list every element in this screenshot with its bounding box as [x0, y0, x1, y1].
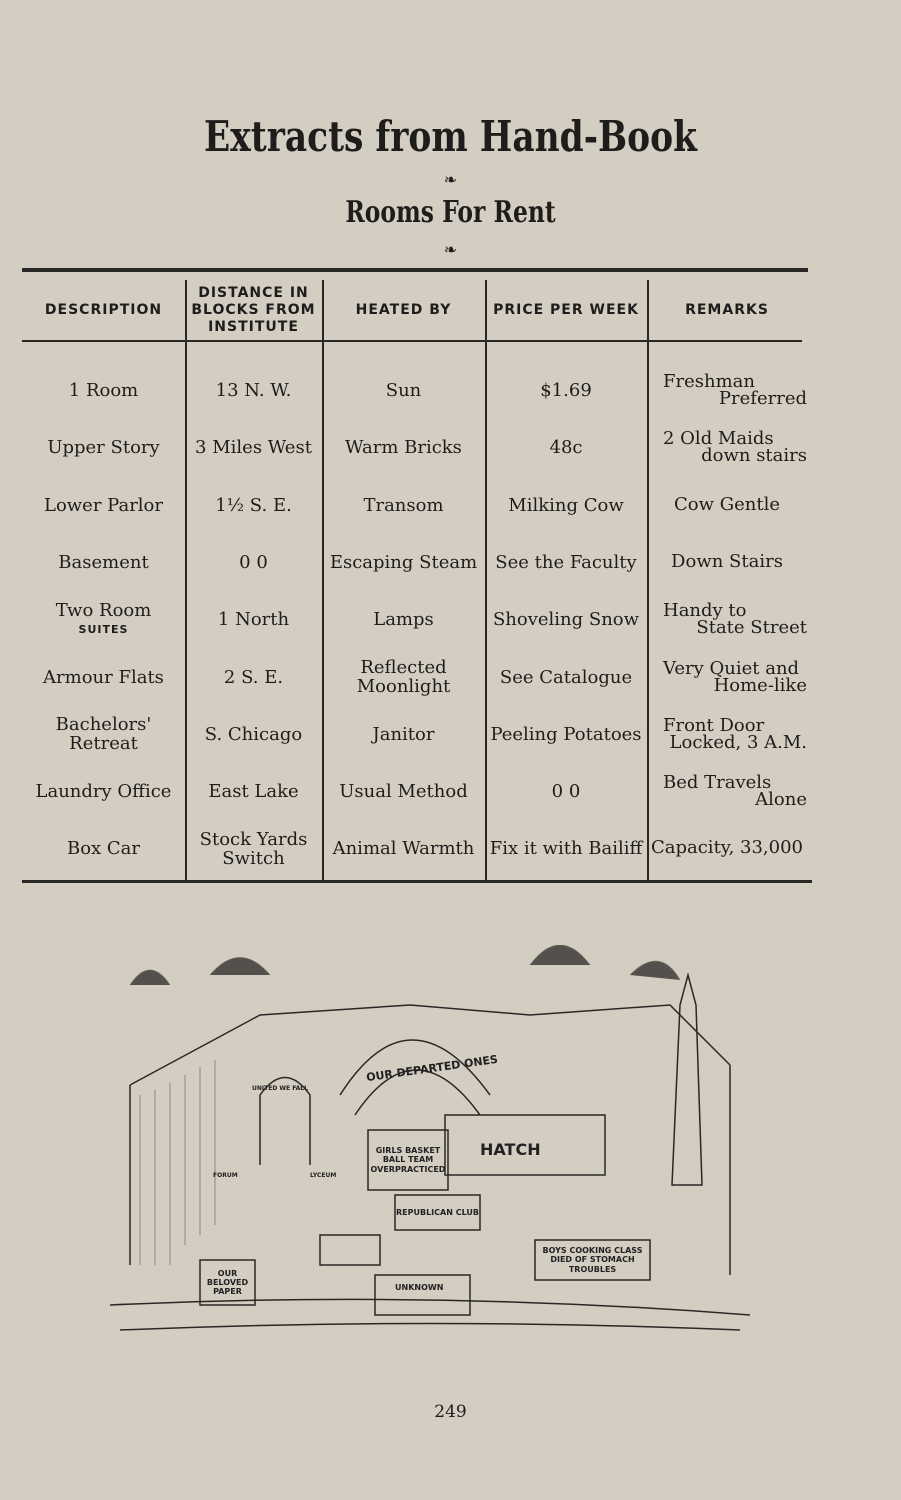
distance-text: 1 North — [217, 609, 290, 631]
description-text: Box Car — [66, 838, 141, 860]
illustration-label: REPUBLICAN CLUB — [396, 1207, 479, 1217]
cell-heated — [322, 591, 485, 648]
cell-heated — [322, 763, 485, 820]
cell-remarks — [647, 428, 807, 467]
distance-text: 1½ S. E. — [215, 494, 292, 516]
illustration-label: OUR DEPARTED ONES — [365, 1052, 499, 1085]
distance-text: 13 N. W. — [215, 380, 292, 401]
remarks-line: Capacity, 33,000 — [650, 837, 804, 859]
remarks-line: Bed Travels — [663, 772, 772, 794]
price-text: Fix it with Bailiff — [489, 838, 643, 860]
cell-description — [22, 763, 185, 820]
price-text: $1.69 — [540, 380, 592, 401]
cell-remarks — [647, 714, 807, 753]
cell-remarks — [647, 837, 807, 859]
heated-text: Transom — [363, 494, 444, 516]
description-text: Basement — [58, 551, 149, 573]
distance-text: 2 S. E. — [223, 666, 284, 688]
cell-heated — [322, 362, 485, 419]
cell-heated — [322, 477, 485, 534]
heated-text: Animal Warmth — [332, 838, 475, 860]
remarks-line: Home-like — [713, 674, 807, 696]
heated-text: Usual Method — [339, 781, 468, 803]
illustration-label: LYCEUM — [310, 1172, 337, 1179]
cell-description — [22, 649, 185, 706]
distance-text: East Lake — [208, 781, 299, 803]
remarks-line: 2 Old Maids — [663, 428, 774, 450]
cell-price — [485, 419, 647, 476]
cell-price — [485, 591, 647, 648]
cell-distance — [185, 763, 322, 820]
page-number: 249 — [434, 1402, 467, 1422]
cell-remarks — [647, 600, 807, 639]
cell-price — [485, 763, 647, 820]
remarks-line: Down Stairs — [671, 550, 783, 572]
page-subtitle: Rooms For Rent — [345, 195, 556, 230]
distance-text: 3 Miles West — [195, 437, 312, 459]
price-text: See the Faculty — [495, 551, 637, 573]
price-text: 0 0 — [551, 781, 581, 803]
description-text: Laundry Office — [35, 781, 172, 803]
heated-text: Reflected Moonlight — [356, 657, 451, 697]
illustration-label: GIRLS BASKET BALL TEAM OVERPRACTICED — [370, 1146, 446, 1174]
heated-text: Warm Bricks — [345, 437, 462, 459]
cell-heated — [322, 706, 485, 763]
distance-text: 0 0 — [239, 551, 268, 573]
description-sub: SUITES — [78, 622, 129, 636]
column-header: DESCRIPTION — [44, 301, 163, 318]
cell-remarks — [647, 657, 807, 696]
heated-text: Sun — [385, 380, 422, 401]
illustration-label: BOYS COOKING CLASS DIED OF STOMACH TROUBLES — [542, 1246, 643, 1274]
price-text: 48c — [549, 437, 583, 459]
remarks-line: State Street — [696, 617, 807, 639]
remarks-line: Front Door — [663, 714, 765, 736]
remarks-line: Locked, 3 A.M. — [669, 731, 807, 753]
description-text: Bachelors' Retreat — [55, 714, 152, 755]
description-text: Upper Story — [47, 437, 160, 459]
cell-description — [22, 534, 185, 591]
cell-description — [22, 419, 185, 476]
cell-distance — [185, 706, 322, 763]
cell-remarks — [647, 373, 807, 407]
illustration-label: UNKNOWN — [395, 1283, 444, 1292]
cell-price — [485, 820, 647, 877]
cell-remarks — [647, 493, 807, 515]
cell-distance — [185, 591, 322, 648]
price-text: Peeling Potatoes — [490, 723, 642, 745]
cell-heated — [322, 820, 485, 877]
page-title: Extracts from Hand-Book — [204, 112, 697, 161]
cell-distance — [185, 649, 322, 706]
description-text: Two Room — [55, 599, 152, 621]
cell-price — [485, 706, 647, 763]
cell-price — [485, 362, 647, 419]
cell-heated — [322, 419, 485, 476]
ornament-icon: ❧ — [443, 240, 458, 259]
remarks-line: Cow Gentle — [673, 493, 780, 515]
cell-price — [485, 534, 647, 591]
remarks-line: down stairs — [701, 445, 807, 467]
cell-description — [22, 706, 185, 763]
cell-distance — [185, 419, 322, 476]
cell-heated — [322, 649, 485, 706]
column-header: REMARKS — [685, 301, 769, 318]
cell-description — [22, 477, 185, 534]
illustration-label: FORUM — [213, 1172, 238, 1179]
price-text: Milking Cow — [508, 494, 624, 516]
cell-description — [22, 820, 185, 877]
heated-text: Janitor — [372, 723, 435, 745]
price-text: Shoveling Snow — [492, 609, 640, 631]
heated-text: Escaping Steam — [329, 551, 478, 573]
cemetery-illustration — [110, 945, 750, 1335]
cell-distance — [185, 820, 322, 877]
column-header: PRICE PER WEEK — [493, 301, 639, 318]
remarks-line: Preferred — [718, 388, 807, 409]
cell-description — [22, 591, 185, 648]
cell-price — [485, 649, 647, 706]
illustration-label: HATCH — [480, 1140, 541, 1159]
cell-price — [485, 477, 647, 534]
remarks-line: Freshman — [663, 371, 755, 392]
cell-description — [22, 362, 185, 419]
column-header: DISTANCE IN BLOCKS FROM INSTITUTE — [191, 284, 316, 335]
distance-text: Stock Yards Switch — [199, 828, 308, 869]
description-text: 1 Room — [68, 380, 139, 401]
description-text: Armour Flats — [43, 666, 164, 688]
illustration-label: OUR BELOVED PAPER — [206, 1268, 249, 1297]
remarks-line: Very Quiet and — [663, 657, 800, 679]
price-text: See Catalogue — [499, 666, 633, 688]
description-text: Lower Parlor — [43, 494, 163, 516]
distance-text: S. Chicago — [204, 723, 303, 745]
header-rule — [22, 340, 802, 342]
heated-text: Lamps — [373, 609, 434, 631]
cell-remarks — [647, 550, 807, 572]
cell-distance — [185, 362, 322, 419]
bottom-rule — [22, 880, 812, 883]
illustration-label: UNITED WE FALL — [252, 1085, 308, 1092]
ornament-icon: ❧ — [443, 170, 458, 189]
top-rule — [22, 268, 808, 272]
cell-distance — [185, 477, 322, 534]
cell-distance — [185, 534, 322, 591]
cell-heated — [322, 534, 485, 591]
remarks-line: Handy to — [663, 600, 747, 622]
remarks-line: Alone — [755, 789, 807, 811]
column-header: HEATED BY — [355, 301, 452, 318]
cell-remarks — [647, 772, 807, 811]
